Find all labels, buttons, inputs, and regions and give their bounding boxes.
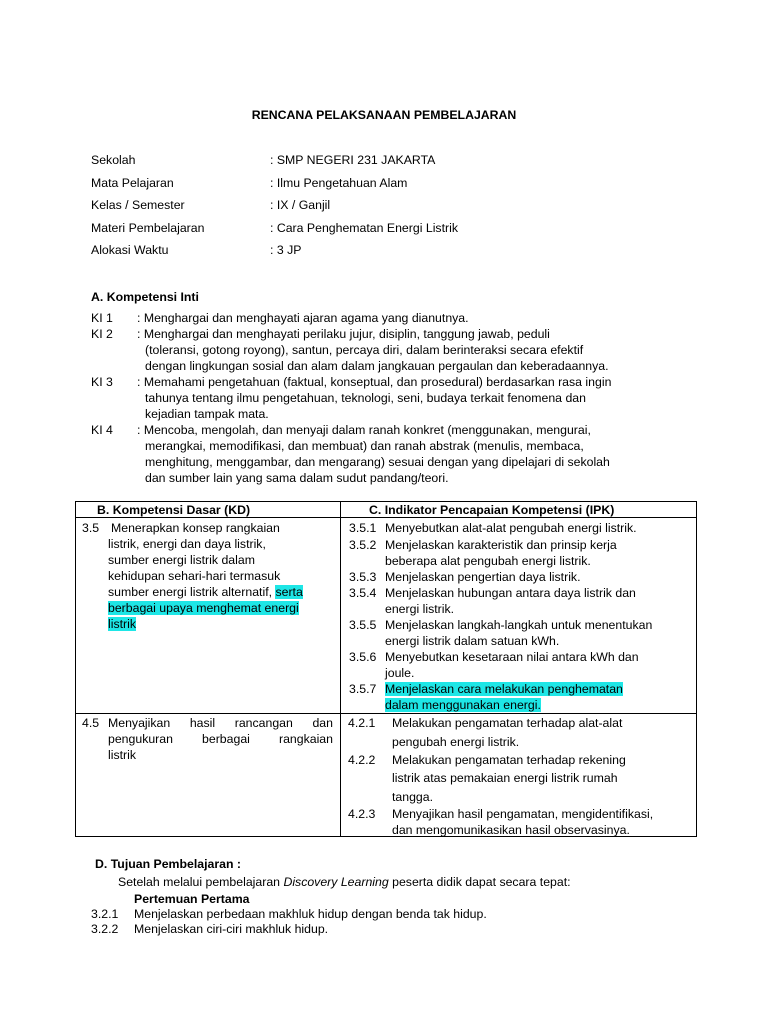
table-header-ipk: C. Indikator Pencapaian Kompetensi (IPK): [369, 503, 615, 517]
ipk-number: 4.2.3: [348, 807, 376, 821]
value-alokasi-waktu: : 3 JP: [270, 243, 302, 257]
kd-word: rangkaian: [278, 732, 333, 746]
ipk-number: 3.5.7: [349, 682, 377, 696]
ipk-text: beberapa alat pengubah energi listrik.: [385, 554, 591, 568]
section-d-intro: [118, 875, 571, 889]
ipk-text: Menyebutkan kesetaraan nilai antara kWh dan: [385, 650, 639, 664]
ipk-number: 3.5.3: [349, 570, 377, 584]
meeting-subheading: Pertemuan Pertama: [134, 892, 250, 906]
document-title: RENCANA PELAKSANAAN PEMBELAJARAN: [251, 108, 517, 122]
ipk-text: Melakukan pengamatan terhadap alat-alat: [392, 716, 623, 730]
value-kelas-semester: : IX / Ganjil: [270, 198, 331, 212]
ipk-text: pengubah energi listrik.: [392, 735, 520, 749]
kd-text: Menerapkan konsep rangkaian: [111, 521, 280, 535]
intro-text: Setelah melalui pembelajaran: [118, 875, 284, 889]
ipk-number: 3.5.6: [349, 650, 377, 664]
ki3-id: KI 3: [91, 375, 113, 389]
label-alokasi-waktu: Alokasi Waktu: [91, 243, 169, 257]
kd-text: [108, 585, 303, 599]
value-materi: : Cara Penghematan Energi Listrik: [270, 221, 458, 235]
section-d-heading: D. Tujuan Pembelajaran :: [95, 857, 242, 871]
kd-number: 4.5: [82, 716, 100, 730]
kd-text-highlight: [108, 617, 136, 631]
ipk-text: dan mengomunikasikan hasil observasinya.: [392, 823, 630, 837]
ki1-line: : Menghargai dan menghayati ajaran agama yang dianutnya.: [137, 311, 469, 325]
kd-highlight-span: berbagai upaya menghemat energi: [108, 601, 299, 615]
intro-text: peserta didik dapat secara tepat:: [388, 875, 571, 889]
ipk-text: energi listrik dalam satuan kWh.: [385, 634, 560, 648]
ipk-text: Menjelaskan pengertian daya listrik.: [385, 570, 581, 584]
kd-text: [108, 716, 333, 730]
ipk-number: 3.5.1: [349, 521, 377, 535]
ipk-text: energi listrik.: [385, 602, 455, 616]
kd-word: pengukuran: [108, 732, 173, 746]
kd-word: rancangan: [234, 716, 293, 730]
label-mata-pelajaran: Mata Pelajaran: [91, 176, 174, 190]
table-column-divider: [340, 501, 341, 837]
kd-word: dan: [312, 716, 333, 730]
value-sekolah: : SMP NEGERI 231 JAKARTA: [270, 153, 436, 167]
kd-word: hasil: [189, 716, 216, 730]
ipk-text: Menjelaskan langkah-langkah untuk menentukan: [385, 618, 653, 632]
kd-text: sumber energi listrik dalam: [108, 553, 255, 567]
ipk-number: 3.5.5: [349, 618, 377, 632]
intro-italic: Discovery Learning: [283, 875, 389, 889]
kd-text-highlight: serta: [275, 585, 303, 599]
ki2-line: (toleransi, gotong royong), santun, percaya diri, dalam berinteraksi secara efektif: [145, 343, 584, 357]
ipk-highlight-span: dalam menggunakan energi.: [385, 698, 541, 712]
ki2-line: dengan lingkungan sosial dan alam dalam jangkauan pergaulan dan keberadaannya.: [145, 359, 609, 373]
kd-text: [108, 732, 333, 746]
ipk-number: 3.5.2: [349, 538, 377, 552]
ipk-number: 3.5.4: [349, 586, 377, 600]
ki4-line: dan sumber lain yang sama dalam sudut pandang/teori.: [145, 471, 449, 485]
goal-number: 3.2.1: [91, 907, 119, 921]
table-header-divider: [75, 517, 697, 518]
ipk-text: Menyajikan hasil pengamatan, mengidentifikasi,: [392, 807, 654, 821]
ipk-text: Menjelaskan karakteristik dan prinsip kerja: [385, 538, 617, 552]
ki3-line: : Memahami pengetahuan (faktual, konseptual, dan prosedural) berdasarkan rasa ingin: [137, 375, 612, 389]
kd-text: listrik, energi dan daya listrik,: [108, 537, 266, 551]
ipk-text: Melakukan pengamatan terhadap rekening: [392, 753, 626, 767]
kd-text-highlight: [108, 601, 299, 615]
label-materi: Materi Pembelajaran: [91, 221, 205, 235]
ki4-line: menghitung, menggambar, dan mengarang) sesuai dengan yang dipelajari di sekolah: [145, 455, 610, 469]
kd-highlight-span: listrik: [108, 617, 137, 631]
goal-number: 3.2.2: [91, 922, 119, 936]
table-row-divider: [75, 713, 697, 714]
section-a-heading: A. Kompetensi Inti: [91, 290, 199, 304]
goal-text: Menjelaskan perbedaan makhluk hidup dengan benda tak hidup.: [134, 907, 487, 921]
ki2-line: : Menghargai dan menghayati perilaku jujur, disiplin, tanggung jawab, peduli: [137, 327, 550, 341]
kd-word: berbagai: [202, 732, 250, 746]
ipk-text-highlight: [385, 698, 541, 712]
ipk-text: Menjelaskan hubungan antara daya listrik dan: [385, 586, 636, 600]
kd-text-plain: sumber energi listrik alternatif,: [108, 585, 273, 599]
kd-word: Menyajikan: [108, 716, 171, 730]
ipk-number: 4.2.1: [348, 716, 376, 730]
ipk-text: joule.: [385, 666, 415, 680]
ipk-text: tangga.: [392, 790, 434, 804]
ipk-text-highlight: [385, 682, 623, 696]
ki3-line: tahunya tentang ilmu pengetahuan, teknologi, seni, budaya terkait fenomena dan: [145, 391, 586, 405]
ki4-line: merangkai, memodifikasi, dan membuat) dan ranah abstrak (menulis, membaca,: [145, 439, 584, 453]
kd-text: listrik: [108, 748, 137, 762]
ki3-line: kejadian tampak mata.: [145, 407, 269, 421]
ipk-text: listrik atas pemakaian energi listrik rumah: [392, 771, 618, 785]
ki2-id: KI 2: [91, 327, 113, 341]
ki4-id: KI 4: [91, 423, 113, 437]
ki4-line: : Mencoba, mengolah, dan menyaji dalam ranah konkret (menggunakan, mengurai,: [137, 423, 591, 437]
value-mata-pelajaran: : Ilmu Pengetahuan Alam: [270, 176, 408, 190]
ipk-highlight-span: Menjelaskan cara melakukan penghematan: [385, 682, 623, 696]
label-kelas-semester: Kelas / Semester: [91, 198, 185, 212]
kd-number: 3.5: [82, 521, 100, 535]
ki1-id: KI 1: [91, 311, 113, 325]
label-sekolah: Sekolah: [91, 153, 136, 167]
table-header-kd: B. Kompetensi Dasar (KD): [97, 503, 251, 517]
goal-text: Menjelaskan ciri-ciri makhluk hidup.: [134, 922, 329, 936]
kd-text: kehidupan sehari-hari termasuk: [108, 569, 281, 583]
ipk-text: Menyebutkan alat-alat pengubah energi listrik.: [385, 521, 637, 535]
ipk-number: 4.2.2: [348, 753, 376, 767]
